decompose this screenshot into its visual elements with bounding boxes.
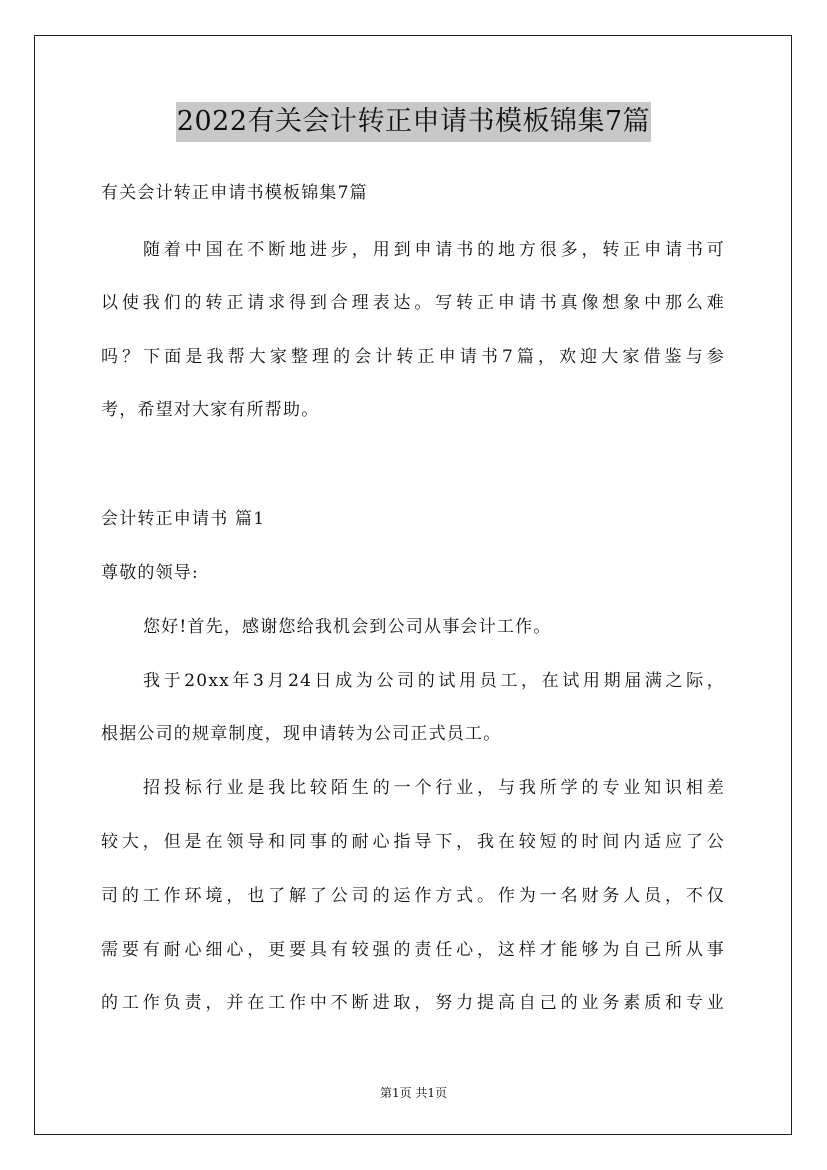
section-heading: 会计转正申请书 篇1 [101, 509, 266, 529]
intro-line-4: 考，希望对大家有所帮助。 [101, 400, 320, 420]
salutation: 尊敬的领导: [101, 563, 199, 583]
paragraph2-line-2: 根据公司的规章制度，现申请转为公司正式员工。 [101, 724, 502, 744]
intro-line-1: 随着中国在不断地进步，用到申请书的地方很多，转正申请书可 [143, 240, 725, 260]
paragraph2-line-1: 我于20xx年3月24日成为公司的试用员工，在试用期届满之际， [143, 671, 725, 691]
paragraph3-line-3: 司的工作环境，也了解了公司的运作方式。作为一名财务人员，不仅 [101, 886, 725, 906]
page-indicator: 第1页 共1页 [379, 1086, 448, 1100]
paragraph3-line-4: 需要有耐心细心，更要具有较强的责任心，这样才能够为自己所从事 [101, 940, 725, 960]
document-subtitle: 有关会计转正申请书模板锦集7篇 [101, 183, 368, 203]
greeting-line: 您好!首先，感谢您给我机会到公司从事会计工作。 [143, 617, 552, 637]
document-title: 2022有关会计转正申请书模板锦集7篇 [0, 100, 827, 142]
intro-line-2: 以使我们的转正请求得到合理表达。写转正申请书真像想象中那么难 [101, 293, 725, 313]
paragraph3-line-2: 较大，但是在领导和同事的耐心指导下，我在较短的时间内适应了公 [101, 832, 725, 852]
paragraph3-line-5: 的工作负责，并在工作中不断进取，努力提高自己的业务素质和专业 [101, 993, 725, 1013]
paragraph3-line-1: 招投标行业是我比较陌生的一个行业，与我所学的专业知识相差 [143, 778, 725, 798]
intro-line-3: 吗？下面是我帮大家整理的会计转正申请书7篇，欢迎大家借鉴与参 [101, 347, 725, 367]
